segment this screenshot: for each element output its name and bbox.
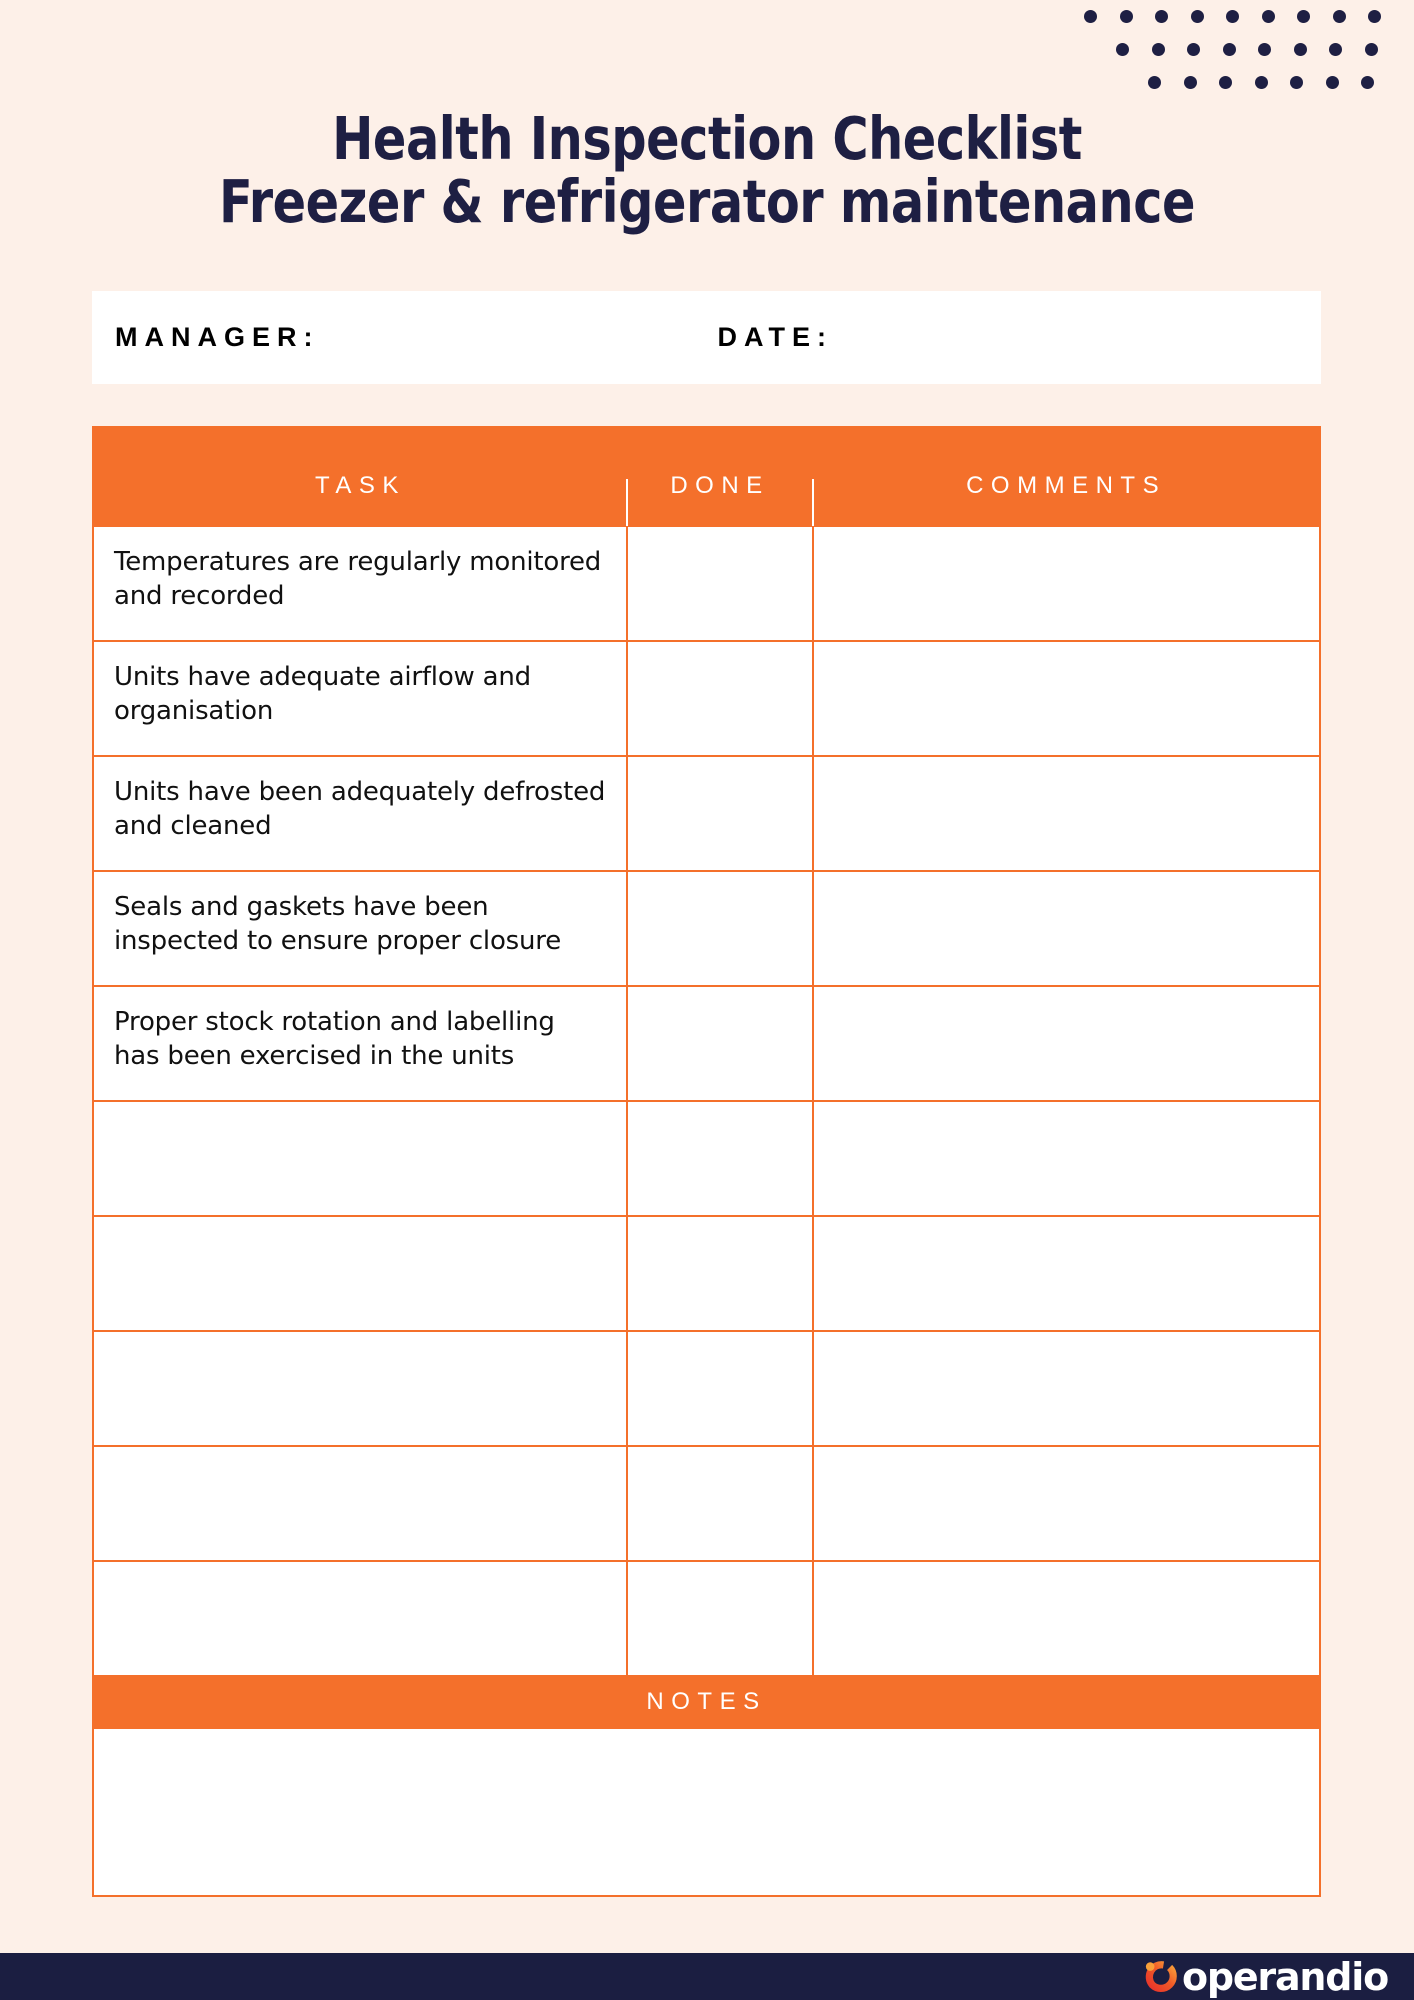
dot-icon <box>1187 43 1200 56</box>
header-divider-icon <box>626 479 628 526</box>
dot-row <box>1084 66 1414 99</box>
table-row <box>93 986 1320 1101</box>
notes-input-area[interactable] <box>93 1728 1320 1896</box>
done-cell[interactable] <box>627 756 813 871</box>
page-title-secondary: Freezer & refrigerator maintenance <box>218 166 1196 236</box>
comments-cell[interactable] <box>813 871 1320 986</box>
dot-icon <box>1184 76 1197 89</box>
done-cell[interactable] <box>627 526 813 641</box>
task-cell[interactable] <box>93 1446 627 1561</box>
table-row <box>93 1101 1320 1216</box>
task-cell[interactable] <box>93 1331 627 1446</box>
meta-band <box>92 291 1321 384</box>
operandio-ring-icon <box>1142 1958 1180 1996</box>
done-cell[interactable] <box>627 1446 813 1561</box>
comments-cell[interactable] <box>813 1331 1320 1446</box>
column-header-done: DONE <box>670 472 770 499</box>
done-cell[interactable] <box>627 1561 813 1676</box>
task-cell: Units have been adequately defrosted and cleaned <box>93 756 627 871</box>
dot-icon <box>1326 76 1339 89</box>
task-cell: Units have adequate airflow and organisation <box>93 641 627 756</box>
comments-cell[interactable] <box>813 526 1320 641</box>
done-cell[interactable] <box>627 986 813 1101</box>
dot-icon <box>1368 10 1381 23</box>
done-cell[interactable] <box>627 1331 813 1446</box>
dot-icon <box>1155 10 1168 23</box>
comments-cell[interactable] <box>813 1446 1320 1561</box>
brand-wordmark: operandio <box>1181 1954 1388 1999</box>
table-row <box>93 641 1320 756</box>
dot-icon <box>1226 10 1239 23</box>
date-label: DATE: <box>717 322 833 352</box>
dot-icon <box>1116 43 1129 56</box>
notes-header-row <box>93 1676 1320 1728</box>
comments-cell[interactable] <box>813 756 1320 871</box>
task-cell[interactable] <box>93 1101 627 1216</box>
dot-icon <box>1333 10 1346 23</box>
footer-bar <box>0 1953 1414 2000</box>
dot-icon <box>1084 10 1097 23</box>
dot-icon <box>1258 43 1271 56</box>
table-row <box>93 1331 1320 1446</box>
table-row <box>93 1446 1320 1561</box>
notes-body-row <box>93 1728 1320 1896</box>
comments-cell[interactable] <box>813 986 1320 1101</box>
dot-icon <box>1148 76 1161 89</box>
notes-header-label: NOTES <box>93 1676 1320 1728</box>
manager-label: MANAGER: <box>115 322 320 352</box>
done-cell[interactable] <box>627 641 813 756</box>
dot-icon <box>1262 10 1275 23</box>
done-cell[interactable] <box>627 871 813 986</box>
dot-icon <box>1365 43 1378 56</box>
dot-icon <box>1191 10 1204 23</box>
page-title <box>0 104 1414 236</box>
dot-icon <box>1297 10 1310 23</box>
task-cell: Proper stock rotation and labelling has been exercised in the units <box>93 986 627 1101</box>
done-cell[interactable] <box>627 1101 813 1216</box>
checklist-table <box>92 426 1321 1897</box>
comments-cell[interactable] <box>813 1561 1320 1676</box>
dot-icon <box>1219 76 1232 89</box>
task-cell[interactable] <box>93 1561 627 1676</box>
done-cell[interactable] <box>627 1216 813 1331</box>
dot-icon <box>1223 43 1236 56</box>
dot-icon <box>1329 43 1342 56</box>
dot-icon <box>1152 43 1165 56</box>
column-header-task: TASK <box>314 472 406 499</box>
dot-row <box>1084 0 1414 33</box>
task-cell: Seals and gaskets have been inspected to ensure proper closure <box>93 871 627 986</box>
comments-cell[interactable] <box>813 1216 1320 1331</box>
dot-grid-decoration <box>1084 0 1414 110</box>
dot-icon <box>1255 76 1268 89</box>
column-header-comments: COMMENTS <box>813 427 1320 526</box>
table-row <box>93 526 1320 641</box>
table-row <box>93 1216 1320 1331</box>
dot-row <box>1084 33 1414 66</box>
task-cell[interactable] <box>93 1216 627 1331</box>
dot-icon <box>1361 76 1374 89</box>
dot-icon <box>1294 43 1307 56</box>
comments-cell[interactable] <box>813 1101 1320 1216</box>
header-divider-icon <box>812 479 814 526</box>
comments-cell[interactable] <box>813 641 1320 756</box>
task-cell: Temperatures are regularly monitored and recorded <box>93 526 627 641</box>
table-header-row <box>93 427 1320 526</box>
table-row <box>93 756 1320 871</box>
brand-logo <box>1142 1954 1388 1999</box>
dot-icon <box>1290 76 1303 89</box>
table-row <box>93 1561 1320 1676</box>
page-title-primary: Health Inspection Checklist <box>332 104 1082 173</box>
dot-icon <box>1120 10 1133 23</box>
table-row <box>93 871 1320 986</box>
